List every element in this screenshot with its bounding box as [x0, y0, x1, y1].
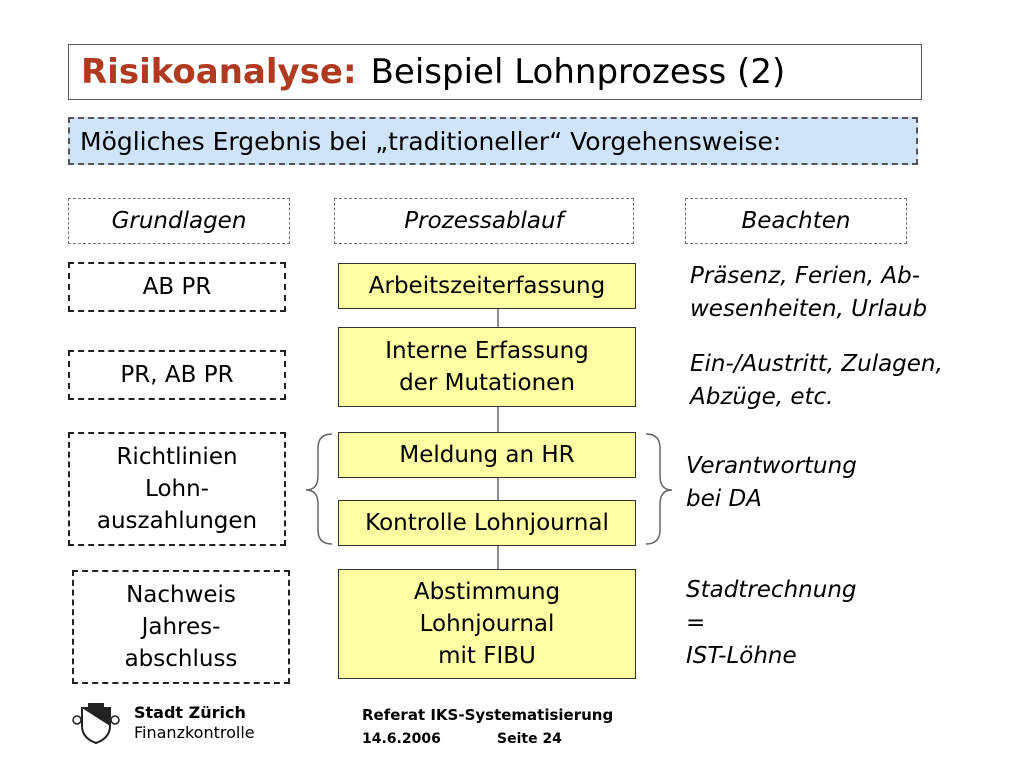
zurich-coat-of-arms-icon — [72, 702, 120, 746]
note-line: IST-Löhne — [686, 643, 797, 669]
grundlagen-box — [68, 432, 286, 546]
grundlagen-box — [68, 350, 286, 400]
note-text — [686, 450, 857, 516]
process-step-box — [338, 263, 636, 309]
box-line: PR, AB PR — [120, 362, 234, 388]
grundlagen-box — [68, 262, 286, 312]
subtitle-banner: Mögliches Ergebnis bei „traditioneller“ Vorgehensweise: — [68, 117, 918, 165]
process-step-box — [338, 327, 636, 407]
note-line: Präsenz, Ferien, Ab- — [690, 263, 921, 289]
title-main: Beispiel Lohnprozess (2) — [370, 52, 786, 92]
title-accent: Risikoanalyse: — [81, 52, 357, 92]
left-brace — [306, 434, 332, 544]
note-line: wesenheiten, Urlaub — [690, 296, 928, 322]
box-line: Arbeitszeiterfassung — [368, 273, 606, 299]
box-line: Lohnjournal — [419, 611, 555, 637]
note-line: Verantwortung — [686, 453, 857, 479]
column-header-beachten: Beachten — [685, 198, 907, 244]
process-step-box — [338, 432, 636, 478]
box-line: Abstimmung — [413, 579, 561, 605]
box-line: auszahlungen — [96, 508, 258, 534]
box-line: Nachweis — [126, 582, 236, 608]
note-line: Abzüge, etc. — [690, 384, 834, 410]
note-text — [690, 260, 927, 326]
box-line: Interne Erfassung — [385, 338, 589, 364]
note-line: bei DA — [686, 486, 762, 512]
note-line: Stadtrechnung — [686, 577, 857, 603]
note-line: Ein-/Austritt, Zulagen, — [690, 351, 943, 377]
note-text — [686, 574, 857, 673]
box-line: Lohn- — [145, 476, 209, 502]
box-line: AB PR — [142, 274, 212, 300]
footer-page-number: Seite 24 — [497, 731, 562, 747]
grundlagen-box — [72, 570, 290, 684]
footer-date: 14.6.2006 — [362, 731, 441, 747]
process-step-box — [338, 569, 636, 679]
box-line: Meldung an HR — [399, 442, 575, 468]
box-line: der Mutationen — [399, 370, 575, 396]
box-line: Kontrolle Lohnjournal — [365, 510, 609, 536]
box-line: Jahres- — [141, 614, 221, 640]
footer-org-dept: Finanzkontrolle — [134, 723, 255, 742]
footer-organization — [134, 703, 255, 743]
box-line: Richtlinien — [116, 444, 238, 470]
box-line: mit FIBU — [438, 643, 536, 669]
note-text — [690, 348, 943, 414]
note-line: = — [686, 610, 706, 636]
right-brace — [646, 434, 672, 544]
column-header-grundlagen: Grundlagen — [68, 198, 290, 244]
footer-org-name: Stadt Zürich — [134, 703, 246, 722]
box-line: abschluss — [124, 646, 238, 672]
footer-reference: Referat IKS-Systematisierung — [362, 706, 614, 724]
column-header-prozessablauf: Prozessablauf — [334, 198, 634, 244]
process-step-box — [338, 500, 636, 546]
